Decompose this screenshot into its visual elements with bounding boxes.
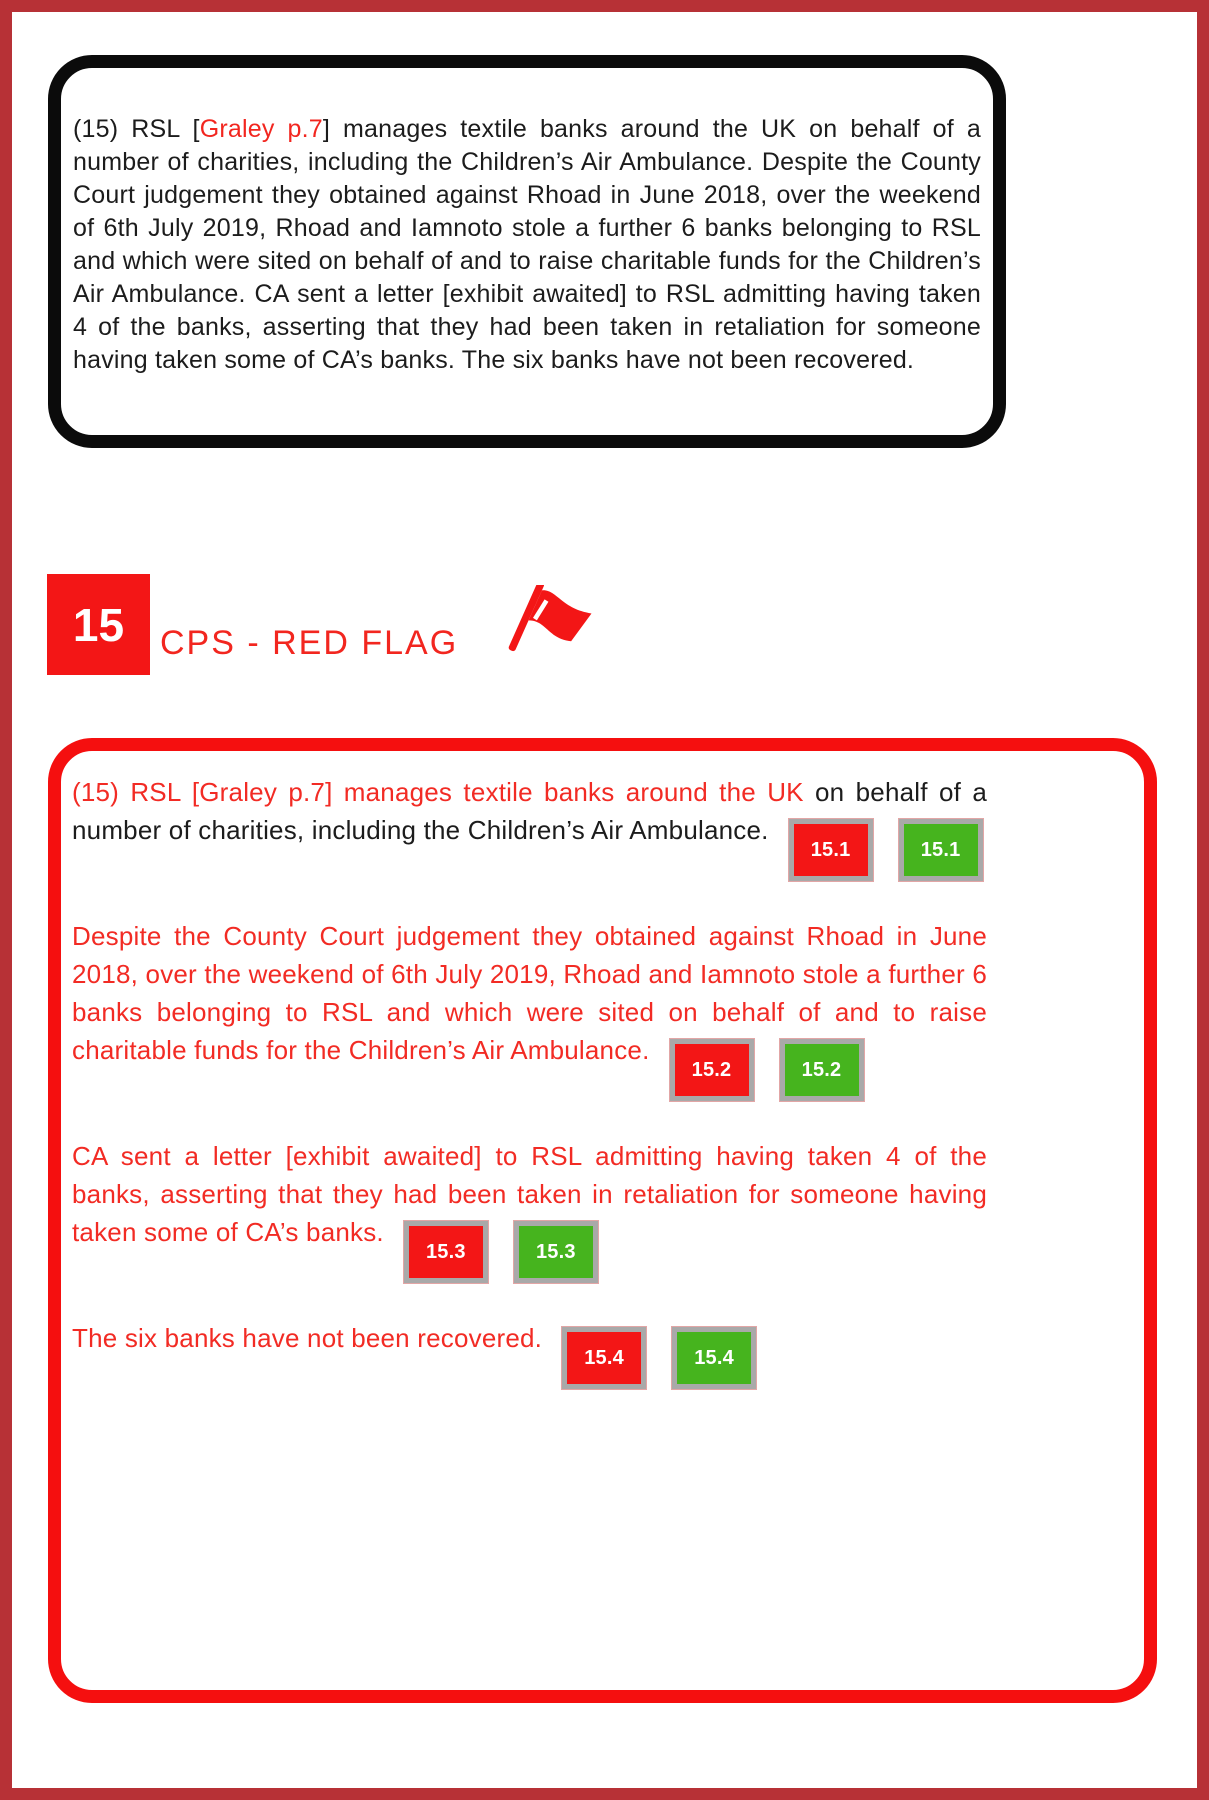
paragraph-black-text: on behalf of a number of charities, including the Children’s Air Ambulance.	[72, 777, 987, 845]
ref-button-green[interactable]: 15.2	[780, 1039, 864, 1101]
paragraph-red-text: The six banks have not been recovered.	[72, 1323, 543, 1353]
red-flag-box	[48, 738, 1157, 1703]
ref-button-green[interactable]: 15.4	[672, 1327, 756, 1389]
ref-button-pair	[404, 1221, 598, 1283]
ref-button-red[interactable]: 15.3	[404, 1221, 488, 1283]
ref-button-pair	[789, 819, 983, 881]
section-number-badge	[47, 574, 150, 675]
paragraph-red-text: CA sent a letter [exhibit awaited] to RSL admitting having taken 4 of the banks, asserting that they had been taken in retaliation for someone having taken some of CA’s banks.	[72, 1141, 987, 1247]
flagged-paragraph	[72, 917, 1144, 1093]
paragraph-red-text: Despite the County Court judgement they obtained against Rhoad in June 2018, over the weekend of 6th July 2019, Rhoad and Iamnoto stole a further 6 banks belonging to RSL and which were sited on behalf of and to raise charitable funds for the Children’s Air Ambulance.	[72, 921, 987, 1065]
summary-text-body: ] manages textile banks around the UK on behalf of a number of charities, including the Children’s Air Ambulance. Despite the County Court judgement they obtained against Rhoad in June 2018, over the weekend of 6th July 2019, Rhoad and Iamnoto stole a further 6 banks belonging to RSL and which were sited on behalf of and to raise charitable funds for the Children’s Air Ambulance. CA sent a letter [exhibit awaited] to RSL admitting having taken 4 of the banks, asserting that they had been taken in retaliation for someone having taken some of CA’s banks. The six banks have not been recovered.	[73, 115, 981, 374]
red-flag-icon	[500, 585, 596, 667]
ref-button-pair	[670, 1039, 864, 1101]
ref-button-red[interactable]: 15.4	[562, 1327, 646, 1389]
citation-graley: Graley p.7	[199, 115, 323, 143]
summary-box	[48, 55, 1006, 448]
paragraph-red-text: (15) RSL [Graley p.7] manages textile banks around the UK	[72, 777, 804, 807]
ref-button-green[interactable]: 15.1	[899, 819, 983, 881]
section-header	[47, 574, 596, 675]
ref-button-red[interactable]: 15.1	[789, 819, 873, 881]
flagged-paragraph	[72, 1137, 1144, 1275]
section-number: 15	[72, 598, 125, 651]
flagged-paragraph	[72, 773, 1144, 873]
summary-text-prefix: (15) RSL [	[73, 115, 200, 143]
flagged-paragraph	[72, 1319, 1144, 1381]
ref-button-green[interactable]: 15.3	[514, 1221, 598, 1283]
section-title: CPS - RED FLAG	[160, 624, 459, 662]
summary-text	[73, 113, 981, 377]
ref-button-red[interactable]: 15.2	[670, 1039, 754, 1101]
ref-button-pair	[562, 1327, 756, 1389]
